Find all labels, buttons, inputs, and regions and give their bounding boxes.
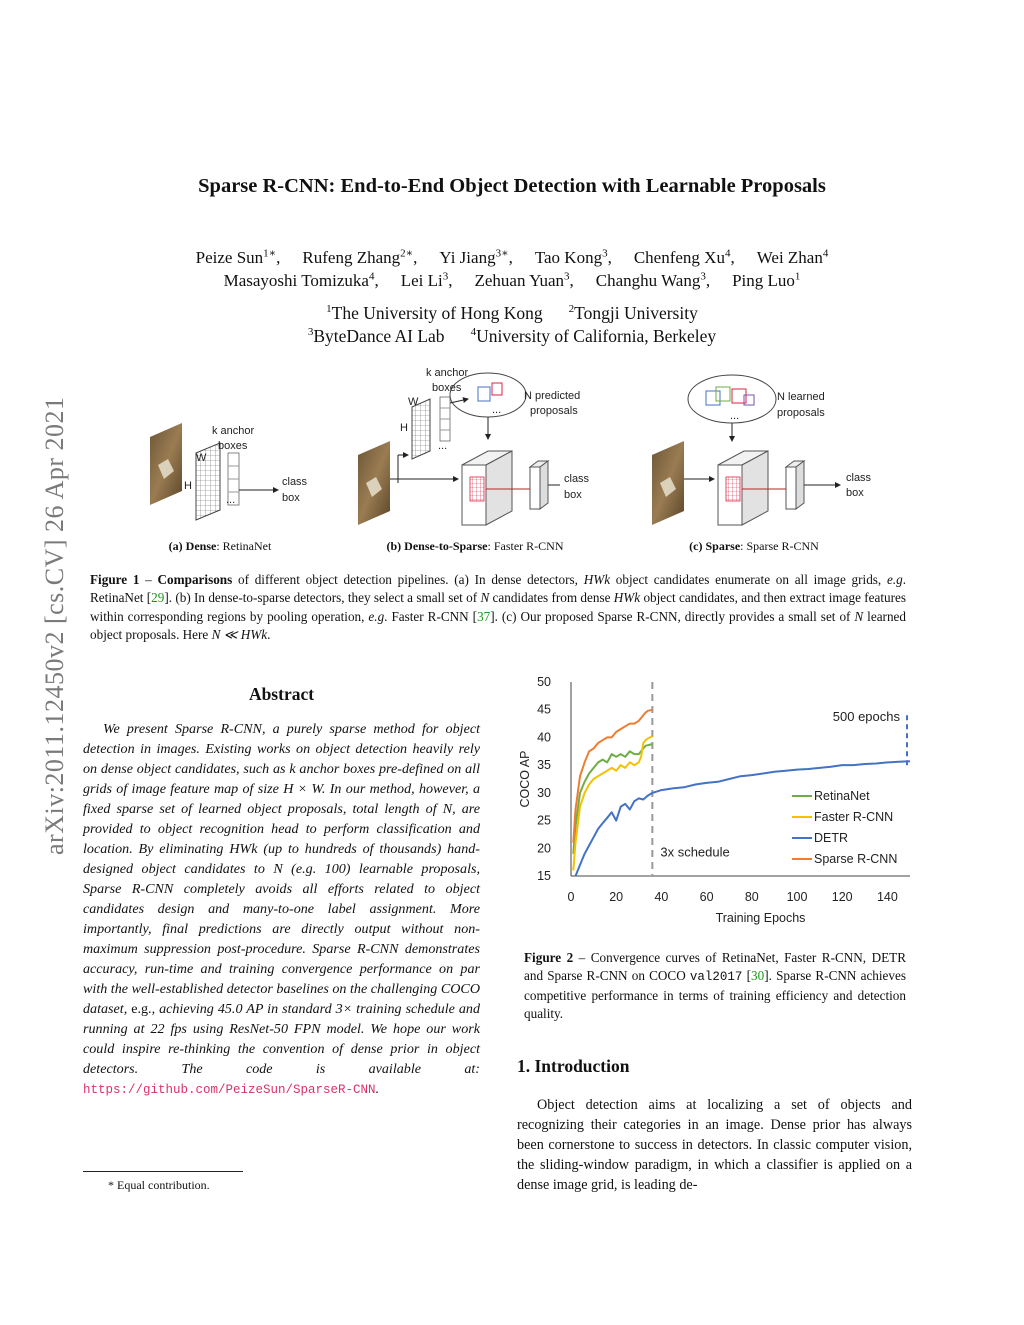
abstract-heading: Abstract [248, 684, 315, 704]
label-dots-b: ... [438, 440, 448, 452]
footnote: * Equal contribution. [108, 1178, 210, 1192]
affiliation: $^3$ByteDance AI Lab [307, 325, 445, 346]
annotation-500-epochs: 500 epochs [832, 708, 900, 724]
y-tick-label: 20 [537, 841, 551, 856]
x-tick-label: 120 [831, 890, 853, 904]
x-tick-label: 100 [786, 890, 808, 904]
author: Rufeng Zhang$^{2∗}$, [302, 247, 418, 267]
cite-37[interactable]: 37 [477, 608, 491, 624]
legend-label: RetinaNet [814, 789, 870, 803]
y-tick-label: 45 [537, 702, 551, 717]
author: Chenfeng Xu$^4$, [633, 247, 735, 267]
annotation-3x-schedule: 3x schedule [660, 844, 730, 860]
author: Changhu Wang$^3$, [595, 270, 711, 290]
subcaption-c: (c) Sparse: Sparse R-CNN [689, 539, 819, 553]
label-class-c: class [846, 472, 872, 484]
label-class-b: class [564, 473, 590, 485]
label-n-predicted: N predicted [524, 390, 581, 402]
figure-2-caption: Figure 2 – Convergence curves of RetinaNet, Faster R-CNN, DETR and Sparse R-CNN on COCO val2017 [30]. Sparse R-CNN achieves competitive performance in terms of training efficiency and detection quality. [524, 950, 907, 1021]
x-tick-label: 40 [654, 890, 669, 904]
series-line-faster-r-cnn [573, 736, 652, 870]
cite-30[interactable]: 30 [751, 968, 765, 984]
intro-body: Object detection aims at localizing a set of objects and recognizing their categories in an image. Dense prior has always been cornerstone to success in detectors. In classic computer vision, the sliding-window paradigm, in which a classifier is applied on a dense image grid, is leading de- [517, 1097, 912, 1193]
label-w-b: W [408, 396, 419, 408]
y-axis-label: COCO AP [518, 750, 532, 808]
code-url-link[interactable]: https://github.com/PeizeSun/SparseR-CNN [83, 1083, 376, 1097]
affiliations-line-2 [0, 320, 1024, 348]
panel-b-faster-rcnn [358, 367, 590, 525]
label-dots-cloud-b: ... [492, 404, 502, 416]
y-tick-label: 40 [537, 730, 551, 745]
y-tick-label: 50 [537, 675, 551, 689]
x-tick-label: 0 [567, 890, 575, 904]
author: Tao Kong$^3$, [534, 247, 612, 267]
head-c [786, 467, 796, 509]
author: Peize Sun$^{1∗}$, [195, 247, 281, 267]
label-proposals-c: proposals [777, 407, 825, 419]
x-tick-label: 20 [609, 890, 624, 904]
label-h-a: H [184, 480, 192, 492]
y-tick-label: 35 [537, 758, 551, 773]
cite-29[interactable]: 29 [151, 590, 165, 606]
legend-label: Faster R-CNN [814, 810, 894, 824]
label-boxes-a: boxes [218, 440, 248, 452]
x-tick-label: 140 [876, 890, 898, 904]
label-n-learned: N learned [777, 391, 825, 403]
label-k-anchor-b: k anchor [426, 367, 469, 379]
label-box-c: box [846, 487, 864, 499]
affiliation: $^4$University of California, Berkeley [470, 325, 717, 346]
arxiv-sidebar: arXiv:2011.12450v2 [cs.CV] 26 Apr 2021 [40, 396, 69, 855]
subcaption-a: (a) Dense: RetinaNet [168, 539, 272, 553]
series-line-sparse-r-cnn [573, 710, 652, 843]
footnote-rule [83, 1171, 243, 1172]
x-tick-label: 80 [744, 890, 759, 904]
feature-grid-b [412, 399, 430, 459]
label-proposals-b: proposals [530, 405, 578, 417]
label-w-a: W [196, 452, 207, 464]
panel-a-retinanet [150, 423, 308, 520]
figure-1-caption: Figure 1 – Comparisons of different object detection pipelines. (a) In dense detectors, HWk object candidates enumerate on all image grids, e.g. RetinaNet [29]. (b) In dense-to-sparse detectors, they select a small set of N candidates from dense HWk object candidates, and then extract image features within corresponding regions by pooling operation, e.g. Faster R-CNN [37]. (c) Our proposed Sparse R-CNN, directly provides a small set of N learned object proposals. Here N ≪ HWk. [90, 572, 907, 642]
label-dots-a: ... [226, 494, 236, 506]
proposal-cloud-b [450, 373, 526, 417]
label-h-b: H [400, 422, 408, 434]
affiliation: $^1$The University of Hong Kong [326, 302, 543, 323]
label-box-b: box [564, 489, 582, 501]
legend-label: DETR [814, 831, 849, 845]
author: Yi Jiang$^{3∗}$, [439, 247, 513, 267]
label-dots-cloud-c: ... [730, 410, 740, 422]
author: Lei Li$^3$, [400, 270, 453, 290]
figure-2-chart [510, 668, 915, 930]
legend-label: Sparse R-CNN [814, 852, 898, 866]
x-axis-label: Training Epochs [715, 911, 806, 925]
paper-title: Sparse R-CNN: End-to-End Object Detection with Learnable Proposals [198, 175, 826, 197]
author: Ping Luo$^1$ [732, 270, 801, 290]
intro-heading: 1. Introduction [517, 1056, 630, 1076]
y-tick-label: 30 [537, 785, 551, 800]
y-tick-label: 15 [537, 869, 551, 883]
abstract-body: We present Sparse R-CNN, a purely sparse method for object detection in images. Existing works on object detection heavily rely on dense object candidates, such as k anchor boxes pre-defined on all grids of image feature map of size H × W. In our method, however, a fixed sparse set of learned object proposals, total length of N, are provided to object recognition head to perform classification and location. By eliminating HWk (up to hundreds of thousands) hand-designed object candidates to N (e.g. 100) learnable proposals, Sparse R-CNN completely avoids all efforts related to object candidates design and many-to-one label assignment. More importantly, final predictions are directly output without non-maximum suppression post-procedure. Sparse R-CNN demonstrates accuracy, run-time and training convergence performance on par with the well-established detector baselines on the challenging COCO dataset, e.g., achieving 45.0 AP in standard 3× training schedule and running at 22 fps using ResNet-50 FPN model. We hope our work could inspire re-thinking the convention of dense prior in object detectors. The code is available at: https://github.com/PeizeSun/SparseR-CNN. [83, 721, 481, 1097]
author: Masayoshi Tomizuka$^4$, [223, 270, 379, 290]
label-class-a: class [282, 476, 308, 488]
panel-c-sparse-rcnn [652, 375, 872, 525]
x-tick-label: 60 [699, 890, 714, 904]
head-b [530, 467, 540, 509]
label-k-anchor-a: k anchor [212, 425, 255, 437]
figure-1-diagram [140, 355, 900, 535]
author: Wei Zhan$^4$ [756, 247, 829, 267]
author: Zehuan Yuan$^3$, [474, 270, 574, 290]
y-tick-label: 25 [537, 813, 551, 828]
label-boxes-b: boxes [432, 382, 462, 394]
authors-line-2 [0, 264, 1024, 293]
subcaption-b: (b) Dense-to-Sparse: Faster R-CNN [386, 539, 564, 553]
affiliation: $^2$Tongji University [568, 302, 698, 323]
label-box-a: box [282, 492, 300, 504]
